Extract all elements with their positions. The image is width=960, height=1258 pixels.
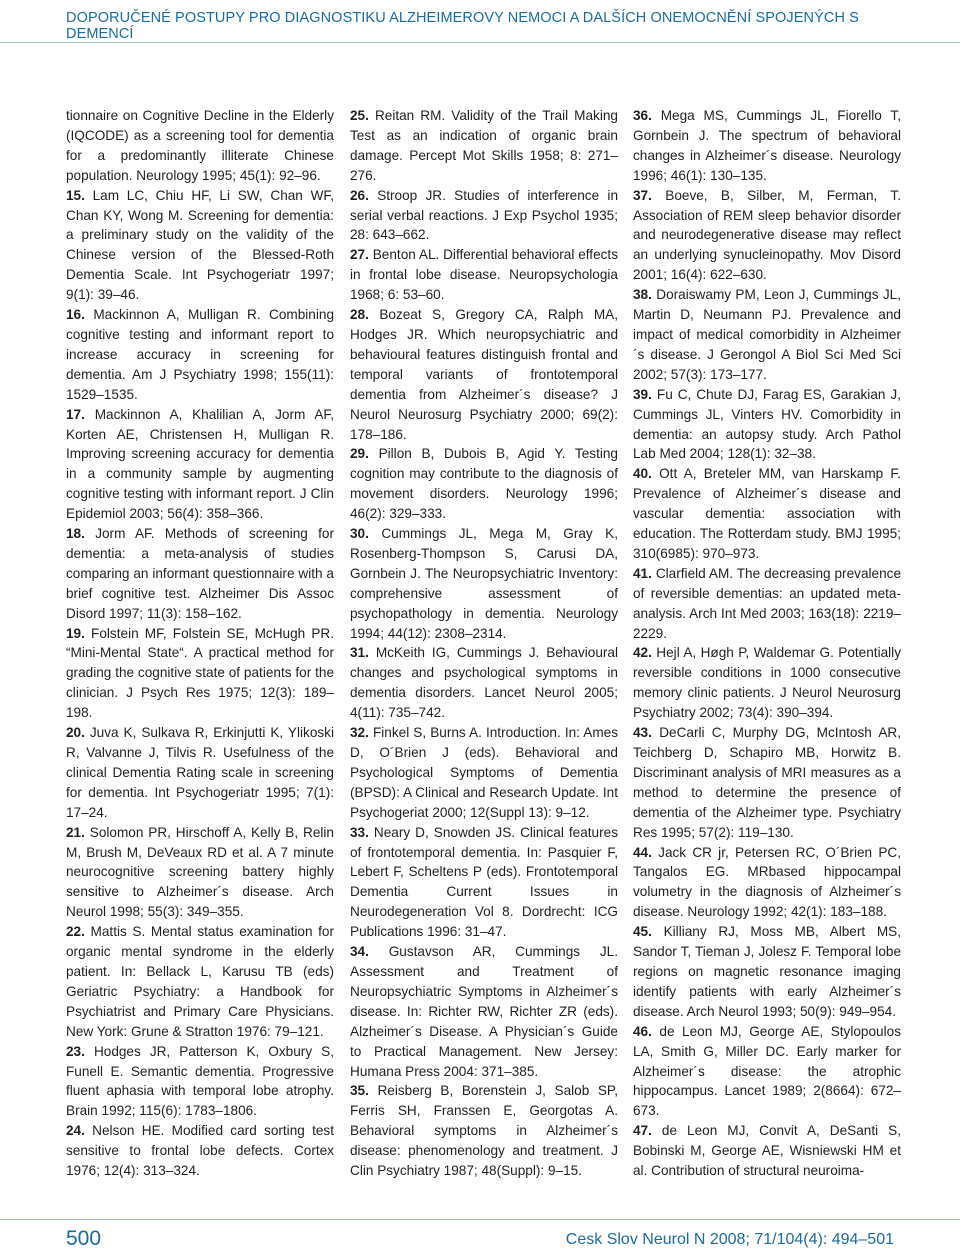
running-header: DOPORUČENÉ POSTUPY PRO DIAGNOSTIKU ALZHEIMEROVY NEMOCI A DALŠÍCH ONEMOCNĚNÍ SPOJENÝCH S DEMENCÍ	[66, 10, 859, 42]
reference-entry	[633, 564, 901, 644]
reference-text: Hodges JR, Patterson K, Oxbury S, Funell E. Semantic dementia. Progressive fluent aphasia with temporal lobe atrophy. Brain 1992; 115(6): 1783–1806.	[66, 1043, 334, 1119]
reference-number: 30.	[350, 526, 369, 542]
reference-entry	[633, 464, 901, 564]
reference-text: Folstein MF, Folstein SE, McHugh PR. “Mini-Mental State“. A practical method for grading the cognitive state of patients for the clinician. J Psych Res 1975; 12(3): 189–198.	[66, 625, 334, 721]
reference-text: McKeith IG, Cummings J. Behavioural changes and psychological symptoms in dementia disorders. Lancet Neurol 2005; 4(11): 735–742.	[350, 645, 618, 721]
reference-number: 42.	[633, 645, 652, 661]
reference-entry	[66, 305, 334, 405]
reference-text: Reitan RM. Validity of the Trail Making Test as an indication of organic brain damage. Percept Mot Skills 1958; 8: 271–276.	[350, 108, 618, 183]
reference-entry	[633, 385, 901, 465]
reference-number: 46.	[633, 1023, 652, 1039]
reference-text: tionnaire on Cognitive Decline in the Elderly (IQCODE) as a screening tool for dementia for a predominantly illiterate Chinese population. Neurology 1995; 45(1): 92–96.	[66, 108, 334, 183]
reference-text: Lam LC, Chiu HF, Li SW, Chan WF, Chan KY, Wong M. Screening for dementia: a preliminary study on the validity of the Chinese version of the Blessed-Roth Dementia Scale. Int Psychogeriatr 1997; 9(1): 39–46.	[66, 187, 334, 303]
reference-text: de Leon MJ, Convit A, DeSanti S, Bobinski M, George AE, Wisniewski HM et al. Contribution of structural neuroima-	[633, 1123, 901, 1179]
reference-entry	[350, 444, 618, 524]
reference-entry	[66, 405, 334, 524]
reference-text: Hejl A, Høgh P, Waldemar G. Potentially reversible conditions in 1000 consecutive memory clinic patients. J Neurol Neurosurg Psychiatry 2002; 73(4): 390–394.	[633, 645, 901, 721]
references-column-3	[633, 106, 901, 1181]
reference-text: Stroop JR. Studies of interference in serial verbal reactions. J Exp Psychol 1935; 28: 643–662.	[350, 187, 619, 243]
reference-text: DeCarli C, Murphy DG, McIntosh AR, Teichberg D, Schapiro MB, Horwitz B. Discriminant analysis of MRI measures as a method to determine the presence of dementia of the Alzheimer type. Psychiatry Res 1995; 57(2): 119–130.	[633, 725, 902, 840]
reference-number: 27.	[350, 247, 369, 263]
reference-entry	[633, 643, 901, 723]
reference-entry	[66, 723, 334, 823]
reference-number: 23.	[66, 1043, 85, 1059]
reference-number: 47.	[633, 1123, 652, 1139]
reference-number: 38.	[633, 287, 652, 303]
reference-number: 39.	[633, 386, 652, 402]
reference-entry	[350, 643, 618, 723]
reference-number: 35.	[350, 1083, 369, 1099]
reference-entry	[633, 106, 901, 186]
reference-entry	[66, 1042, 334, 1122]
reference-text: Pillon B, Dubois B, Agid Y. Testing cognition may contribute to the diagnosis of movement disorders. Neurology 1996; 46(2): 329–333.	[350, 446, 618, 522]
reference-number: 36.	[633, 108, 652, 123]
reference-text: Gustavson AR, Cummings JL. Assessment and Treatment of Neuropsychiatric Symptoms in Alzheimer´s disease. In: Richter RW, Richter ZR (eds). Alzheimer´s Disease. A Physician´s Guide to Practical Management. New Jersey: Humana Press 2004: 371–385.	[350, 944, 618, 1079]
reference-entry	[350, 106, 618, 186]
reference-number: 25.	[350, 108, 369, 123]
reference-number: 33.	[350, 824, 369, 840]
reference-entry	[66, 823, 334, 923]
reference-text: Ott A, Breteler MM, van Harskamp F. Prevalence of Alzheimer´s disease and vascular dementia: association with education. The Rotterdam study. BMJ 1995; 310(6985): 970–973.	[633, 466, 901, 561]
reference-text: Fu C, Chute DJ, Farag ES, Garakian J, Cummings JL, Vinters HV. Comorbidity in dementia: an autopsy study. Arch Pathol Lab Med 2004; 128(1): 32–38.	[633, 386, 901, 462]
reference-entry	[350, 524, 618, 643]
reference-number: 17.	[66, 406, 85, 422]
reference-entry	[66, 1121, 334, 1181]
reference-entry	[66, 922, 334, 1041]
reference-text: Doraiswamy PM, Leon J, Cummings JL, Martin D, Neumann PJ. Prevalence and impact of medical comorbidity in Alzheimer´s disease. J Gerongol A Biol Sci Med Sci 2002; 57(3): 173–177.	[633, 287, 901, 382]
references-column-1	[66, 106, 334, 1181]
reference-entry	[633, 843, 901, 923]
reference-number: 18.	[66, 526, 85, 542]
reference-text: Solomon PR, Hirschoff A, Kelly B, Relin M, Brush M, DeVeaux RD et al. A 7 minute neurocognitive screening battery highly sensitive to Alzheimer´s disease. Arch Neurol 1998; 55(3): 349–355.	[66, 824, 334, 920]
reference-number: 44.	[633, 844, 652, 860]
reference-text: Mattis S. Mental status examination for organic mental syndrome in the elderly patient. In: Bellack L, Karusu TB (eds) Geriatric Psychiatry: a Handbook for Psychiatrist and Primary Care Physicians. New York: Grune & Stratton 1976: 79–121.	[66, 924, 335, 1039]
reference-text: Mega MS, Cummings JL, Fiorello T, Gornbein J. The spectrum of behavioral changes in Alzheimer´s disease. Neurology 1996; 46(1): 130–135.	[633, 108, 901, 183]
reference-number: 43.	[633, 725, 652, 741]
reference-entry	[633, 285, 901, 385]
reference-text: Killiany RJ, Moss MB, Albert MS, Sandor T, Tieman J, Jolesz F. Temporal lobe regions on magnetic resonance imaging identify patients with early Alzheimer´s disease. Arch Neurol 1993; 50(9): 949–954.	[633, 924, 901, 1019]
reference-number: 22.	[66, 924, 85, 940]
reference-number: 41.	[633, 565, 652, 581]
reference-entry	[633, 1022, 901, 1122]
reference-number: 21.	[66, 824, 85, 840]
reference-entry	[350, 186, 618, 246]
reference-number: 26.	[350, 187, 369, 203]
reference-number: 40.	[633, 466, 652, 482]
reference-text: Reisberg B, Borenstein J, Salob SP, Ferris SH, Franssen E, Georgotas A. Behavioral symptoms in Alzheimer´s disease: phenomenology and treatment. J Clin Psychiatry 1987; 48(Suppl): 9–15.	[350, 1083, 618, 1179]
reference-number: 45.	[633, 924, 652, 940]
reference-entry	[66, 624, 334, 724]
reference-entry	[350, 245, 618, 305]
header-divider	[0, 42, 960, 43]
reference-number: 19.	[66, 625, 85, 641]
footer-divider	[0, 1219, 960, 1220]
reference-number: 34.	[350, 944, 369, 960]
reference-text: Finkel S, Burns A. Introduction. In: Ames D, O´Brien J (eds). Behavioral and Psychological Symptoms of Dementia (BPSD): A Clinical and Research Update. Int Psychogeriat 2000; 12(Suppl 13): 9–12.	[350, 725, 619, 820]
reference-entry	[350, 942, 618, 1081]
references-column-2	[350, 106, 618, 1181]
reference-number: 15.	[66, 187, 85, 203]
reference-text: Bozeat S, Gregory CA, Ralph MA, Hodges JR. Which neuropsychiatric and behavioural features distinguish frontal and temporal variants of frontotemporal dementia from Alzheimer´s disease? J Neurol Neurosurg Psychiatry 2000; 69(2): 178–186.	[350, 307, 619, 442]
reference-number: 16.	[66, 307, 85, 323]
reference-entry	[350, 823, 618, 942]
reference-text: Jorm AF. Methods of screening for dementia: a meta-analysis of studies comparing an informant questionnaire with a brief cognitive test. Alzheimer Dis Assoc Disord 1997; 11(3): 158–162.	[66, 526, 335, 621]
reference-text: Cummings JL, Mega M, Gray K, Rosenberg-Thompson S, Carusi DA, Gornbein J. The Neuropsychiatric Inventory: comprehensive assessment of psychopathology in dementia. Neurology 1994; 44(12): 2308–2314.	[350, 526, 618, 641]
reference-entry	[633, 186, 901, 286]
page-number: 500	[66, 1227, 102, 1250]
reference-number: 31.	[350, 645, 369, 661]
reference-entry	[633, 922, 901, 1022]
reference-text: Jack CR jr, Petersen RC, O´Brien PC, Tangalos EG. MRbased hippocampal volumetry in the diagnosis of Alzheimer´s disease. Neurology 1992; 42(1): 183–188.	[633, 844, 901, 920]
reference-text: Boeve, B, Silber, M, Ferman, T. Association of REM sleep behavior disorder and neurodegenerative disease may reflect an underlying synucleinopathy. Mov Disord 2001; 16(4): 622–630.	[633, 187, 901, 283]
reference-number: 24.	[66, 1123, 85, 1139]
reference-text: de Leon MJ, George AE, Stylopoulos LA, Smith G, Miller DC. Early marker for Alzheimer´s disease: the atrophic hippocampus. Lancet 1989; 2(8664): 672–673.	[633, 1023, 901, 1119]
reference-entry	[633, 1121, 901, 1181]
reference-entry	[66, 524, 334, 624]
journal-citation: Cesk Slov Neurol N 2008; 71/104(4): 494–501	[565, 1231, 894, 1248]
reference-entry	[66, 106, 334, 186]
reference-entry	[350, 1081, 618, 1181]
reference-number: 32.	[350, 725, 369, 741]
reference-text: Mackinnon A, Khalilian A, Jorm AF, Korten AE, Christensen H, Mulligan R. Improving screening accuracy for dementia in a community sample by augmenting cognitive testing with informant report. J Clin Epidemiol 2003; 56(4): 358–366.	[66, 406, 334, 522]
reference-number: 20.	[66, 725, 85, 741]
reference-number: 28.	[350, 307, 369, 323]
reference-text: Benton AL. Differential behavioral effects in frontal lobe disease. Neuropsychologia 1968; 6: 53–60.	[350, 247, 618, 303]
reference-text: Mackinnon A, Mulligan R. Combining cognitive testing and informant report to increase accuracy in screening for dementia. Am J Psychiatry 1998; 155(11): 1529–1535.	[66, 307, 335, 402]
reference-number: 37.	[633, 187, 652, 203]
reference-text: Clarfield AM. The decreasing prevalence of reversible dementias: an updated meta-analysis. Arch Int Med 2003; 163(18): 2219–2229.	[633, 565, 901, 641]
reference-entry	[350, 723, 618, 823]
reference-text: Neary D, Snowden JS. Clinical features of frontotemporal dementia. In: Pasquier F, Lebert F, Scheltens P (eds). Frontotemporal Dementia Current Issues in Neurodegeneration Vol 8. Dordrecht: ICG Publications 1996: 31–47.	[350, 824, 618, 940]
reference-number: 29.	[350, 446, 369, 462]
reference-entry	[633, 723, 901, 842]
reference-text: Juva K, Sulkava R, Erkinjutti K, Ylikoski R, Valvanne J, Tilvis R. Usefulness of the clinical Dementia Rating scale in screening for dementia. Int Psychogeriatr 1995; 7(1): 17–24.	[66, 725, 334, 820]
reference-entry	[350, 305, 618, 444]
reference-entry	[66, 186, 334, 305]
reference-text: Nelson HE. Modified card sorting test sensitive to frontal lobe defects. Cortex 1976; 12(4): 313–324.	[66, 1123, 334, 1179]
